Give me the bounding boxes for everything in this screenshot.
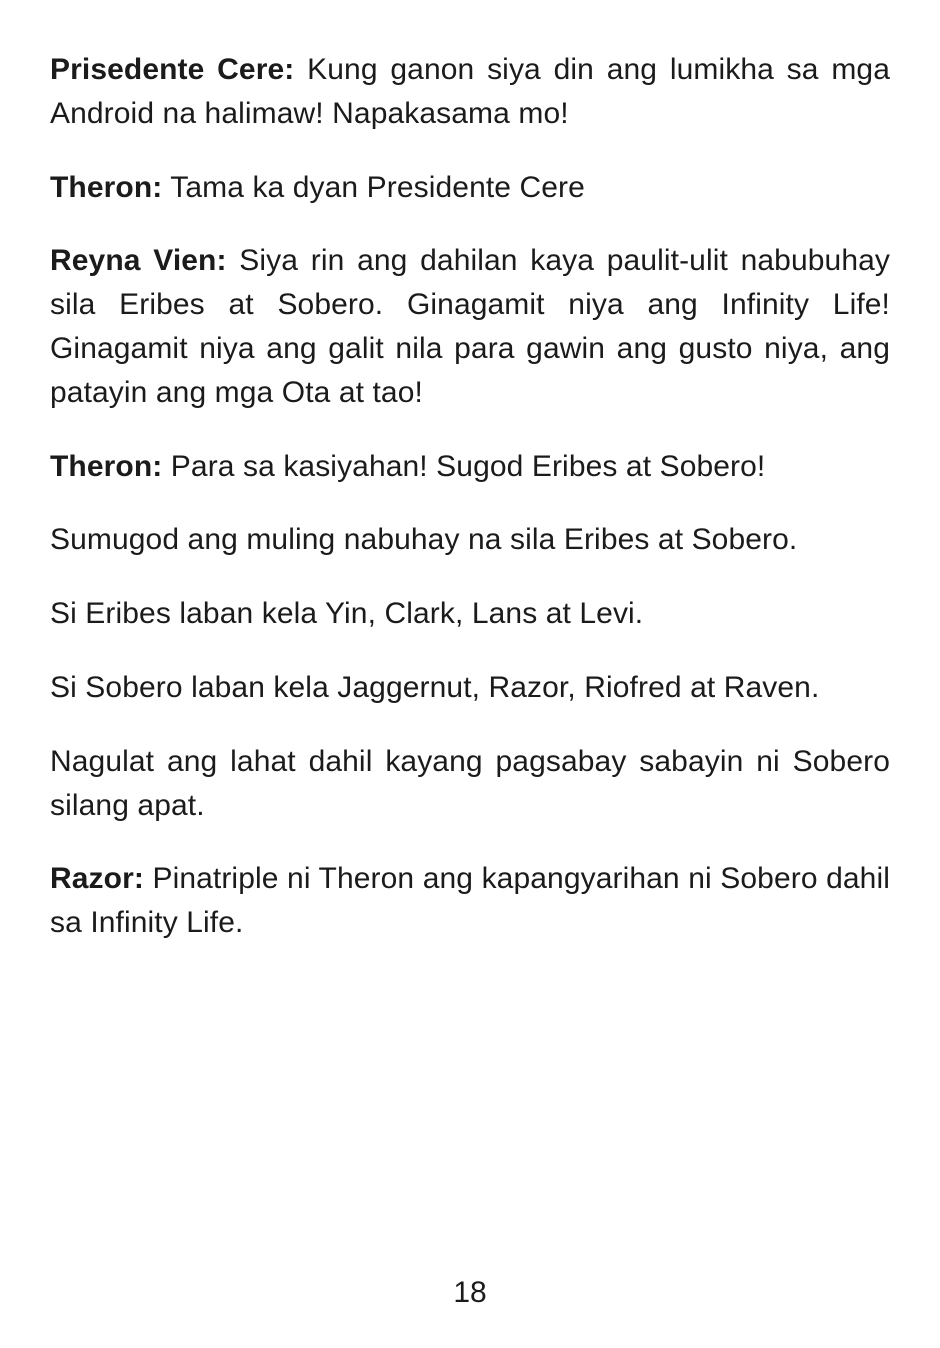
dialogue-paragraph xyxy=(50,445,890,489)
paragraph-text: Pinatriple ni Theron ang kapangyarihan ni Sobero dahil sa Infinity Life. xyxy=(50,862,890,940)
narration-paragraph xyxy=(50,592,890,636)
paragraph-text: Si Eribes laban kela Yin, Clark, Lans at Levi. xyxy=(50,597,644,631)
narration-paragraph xyxy=(50,666,890,710)
paragraph-text: Si Sobero laban kela Jaggernut, Razor, Riofred at Raven. xyxy=(50,670,820,704)
speaker-label: Prisedente Cere: xyxy=(50,53,295,86)
speaker-label: Theron: xyxy=(50,170,163,204)
paragraph-text: Para sa kasiyahan! Sugod Eribes at Sobero! xyxy=(162,449,766,483)
paragraph-text: Siya rin ang dahilan kaya paulit-ulit nabubuhay sila Eribes at Sobero. Ginagamit niya ang Infinity Life! Ginagamit niya ang galit nila para gawin ang gusto niya, ang patayin ang mga Ota at tao! xyxy=(50,244,890,409)
narration-paragraph xyxy=(50,518,890,562)
speaker-label: Reyna Vien: xyxy=(50,244,227,278)
page-number: 18 xyxy=(453,1276,487,1309)
speaker-label: Razor: xyxy=(50,862,144,896)
speaker-label: Theron: xyxy=(50,449,163,483)
dialogue-paragraph xyxy=(50,857,890,945)
paragraph-text: Tama ka dyan Presidente Cere xyxy=(162,170,585,204)
paragraph-text: Sumugod ang muling nabuhay na sila Eribes at Sobero. xyxy=(50,523,798,557)
narration-paragraph xyxy=(50,740,890,828)
dialogue-paragraph xyxy=(50,166,890,210)
paragraph-text: Nagulat ang lahat dahil kayang pagsabay sabayin ni Sobero silang apat. xyxy=(50,744,890,822)
paragraph-text: Kung ganon siya din ang lumikha sa mga Android na halimaw! Napakasama mo! xyxy=(50,53,890,130)
dialogue-paragraph xyxy=(50,239,890,414)
dialogue-paragraph xyxy=(50,48,890,136)
